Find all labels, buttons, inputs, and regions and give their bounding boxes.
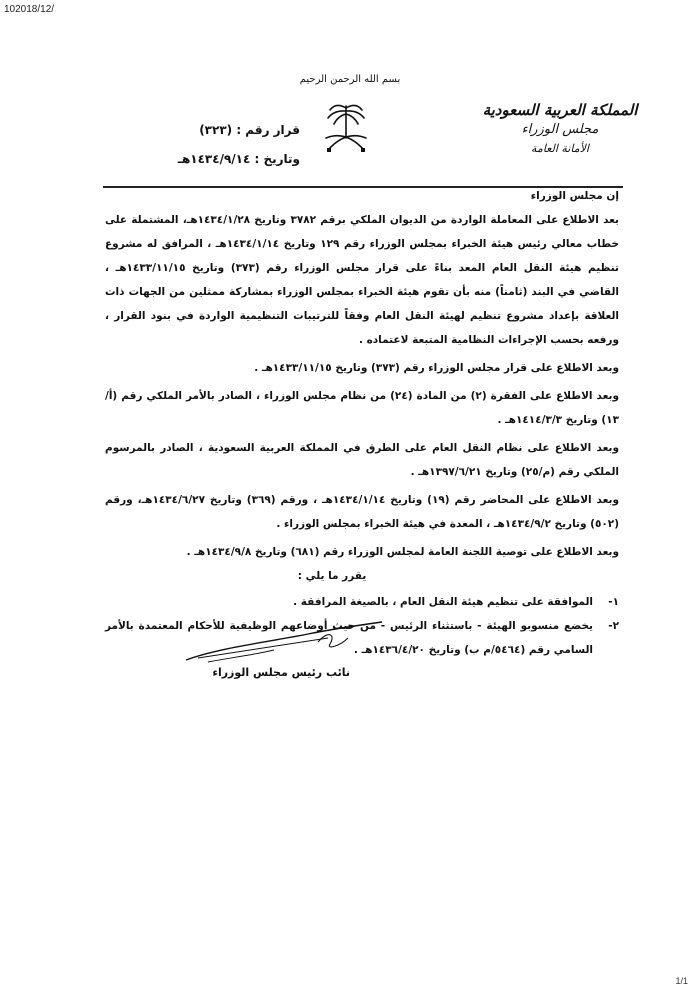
paragraph: وبعد الاطلاع على قرار مجلس الوزراء رقم (٣٧٣) وتاريخ ١٤٣٣/١١/١٥هـ . — [254, 362, 619, 374]
handwritten-signature — [178, 612, 388, 672]
kingdom-name: المملكة العربية السعودية — [482, 101, 638, 119]
council-name: مجلس الوزراء — [521, 122, 599, 137]
print-date: 102018/12/ — [4, 4, 55, 15]
item-text: الموافقة على تنظيم هيئة النقل العام ، بالصيغة المرافقة . — [293, 596, 593, 608]
secretariat-name: الأمانة العامة — [531, 142, 589, 155]
resolution-heading: يقرر ما يلي : — [297, 570, 367, 582]
paragraph: وبعد الاطلاع على الفقرة (٢) من المادة (٢٤) من نظام مجلس الوزراء ، الصادر بالأمر الملكي رقم (أ/١٣) وتاريخ ١٤١٤/٣/٣هـ . — [105, 390, 619, 426]
paragraph: بعد الاطلاع على المعاملة الواردة من الديوان الملكي برقم ٣٧٨٢ وتاريخ ١٤٣٤/١/٢٨هـ، المشتملة على خطاب معالي رئيس هيئة الخبراء بمجلس الوزراء رقم ١٢٩ وتاريخ ١٤٣٤/١/١٤هـ ، المرافق له مشروع تنظيم هيئة النقل العام المعد بناءً على قرار مجلس الوزراء رقم (٣٧٣) وتاريخ ١٤٣٣/١١/١٥هـ ، القاضي في البند (ثامناً) منه بأن تقوم هيئة الخبراء بمجلس الوزراء بمشاركة ممثلين من الجهات ذات العلاقة بإعداد مشروع تنظيم لهيئة النقل العام وفقاً للترتيبات التنظيمية الواردة في بنود القرار ، ورفعه بحسب الإجراءات النظامية المتبعة لاعتماده . — [105, 214, 620, 346]
item-number: ٢- — [608, 620, 619, 632]
palm-swords-emblem — [322, 98, 370, 156]
item-number: ١- — [608, 596, 619, 608]
signatory-title: نائب رئيس مجلس الوزراء — [212, 666, 350, 679]
paragraph: وبعد الاطلاع على توصية اللجنة العامة لمجلس الوزراء رقم (٦٨١) وتاريخ ١٤٣٤/٩/٨هـ . — [186, 546, 619, 558]
paragraph: وبعد الاطلاع على نظام النقل العام على الطرق في المملكة العربية السعودية ، الصادر بالمرسوم الملكي رقم (م/٢٥) وتاريخ ١٣٩٧/٦/٢١هـ . — [105, 442, 619, 478]
letterhead — [460, 100, 660, 158]
salutation: إن مجلس الوزراء — [530, 190, 619, 202]
basmala: بسم الله الرحمن الرحيم — [299, 74, 401, 85]
paragraph: وبعد الاطلاع على المحاضر رقم (١٩) وتاريخ ١٤٣٤/١/١٤هـ ، ورقم (٣٦٩) وتاريخ ١٤٣٤/٦/٢٧هـ، ورقم (٥٠٢) وتاريخ ١٤٣٤/٩/٢هـ ، المعدة في هيئة الخبراء بمجلس الوزراء . — [105, 494, 620, 530]
decision-body — [105, 184, 619, 662]
decision-reference — [100, 116, 300, 174]
item-text: يخضع منسوبو الهيئة - باستثناء الرئيس - من حيث أوضاعهم الوظيفية للأحكام المعتمدة بالأمر السامي رقم (٥٤٦٤/م ب) وتاريخ ١٤٣٦/٤/٢٠هـ . — [105, 620, 593, 656]
page-number: 1/1 — [675, 976, 688, 986]
decision-date: وتاريخ : ١٤٣٤/٩/١٤هـ — [177, 152, 300, 166]
decision-number: قرار رقم : (٣٢٣) — [199, 123, 300, 137]
resolution-item — [105, 590, 619, 614]
